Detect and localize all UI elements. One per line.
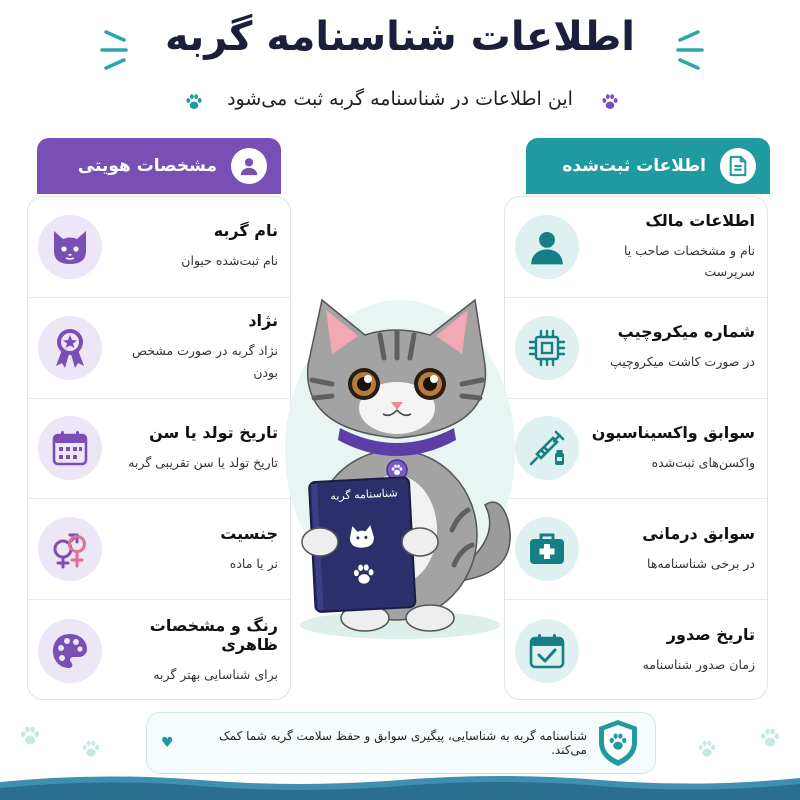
list-item-microchip <box>505 298 767 399</box>
identity-section-title: مشخصات هویتی <box>77 156 217 176</box>
paw-icon <box>696 738 718 760</box>
cat-face-icon <box>38 215 102 279</box>
paw-icon <box>600 92 620 112</box>
item-description: نر یا ماده <box>229 555 278 571</box>
item-description: برای شناسایی بهتر گربه <box>153 666 278 682</box>
list-item-issue-date <box>505 600 767 701</box>
paw-icon <box>18 724 42 748</box>
item-title: نام گربه <box>213 221 278 241</box>
item-description: واکسن‌های ثبت‌شده <box>651 455 755 471</box>
calendar-icon <box>38 416 102 480</box>
palette-icon <box>38 619 102 683</box>
item-description: نام ثبت‌شده حیوان <box>181 253 278 269</box>
item-title: نژاد <box>248 311 278 331</box>
item-description: زمان صدور شناسنامه <box>642 657 755 673</box>
item-title: تاریخ صدور <box>666 625 755 645</box>
list-item-gender <box>28 499 290 600</box>
user-icon <box>231 148 267 184</box>
gender-symbols-icon <box>38 517 102 581</box>
footer-note: شناسنامه گربه به شناسایی، پیگیری سوابق و حفظ سلامت گربه شما کمک می‌کند. <box>218 729 587 757</box>
item-description: در صورت کاشت میکروچیپ <box>610 354 755 370</box>
item-title: اطلاعات مالک <box>645 210 755 230</box>
list-item-medical-history <box>505 499 767 600</box>
heart-icon: ♥ <box>161 735 174 751</box>
list-item-vaccination <box>505 399 767 500</box>
list-item-cat-name <box>28 197 290 298</box>
item-description: نژاد گربه در صورت مشخص بودن <box>131 343 278 381</box>
registered-card <box>504 196 768 700</box>
document-icon <box>720 148 756 184</box>
page-subtitle: این اطلاعات در شناسنامه گربه ثبت می‌شود <box>227 88 573 110</box>
item-title: رنگ و مشخصات ظاهری <box>149 615 278 654</box>
item-title: جنسیت <box>220 523 278 543</box>
shield-paw-icon <box>595 718 641 768</box>
cat-illustration <box>270 280 532 650</box>
list-item-breed <box>28 298 290 399</box>
list-item-owner <box>505 197 767 298</box>
passport-label: شناسنامه گربه <box>330 486 398 503</box>
item-description: در برخی شناسنامه‌ها <box>647 555 755 571</box>
paw-icon <box>80 738 102 760</box>
user-icon <box>515 215 579 279</box>
registered-section-title: اطلاعات ثبت‌شده <box>562 156 706 176</box>
list-item-birth-date <box>28 399 290 500</box>
item-description: تاریخ تولد یا سن تقریبی گربه <box>128 455 278 471</box>
identity-section-header <box>37 138 281 194</box>
paw-icon <box>758 726 782 750</box>
item-title: سوابق واکسیناسیون <box>591 423 755 443</box>
list-item-appearance <box>28 600 290 701</box>
item-description: نام و مشخصات صاحب یا سرپرست <box>624 242 755 280</box>
identity-card <box>27 196 291 700</box>
item-title: تاریخ تولد یا سن <box>149 423 278 443</box>
page-title: اطلاعات شناسنامه گربه <box>165 14 635 60</box>
item-title: سوابق درمانی <box>642 523 755 543</box>
registered-section-header <box>526 138 770 194</box>
item-title: شماره میکروچیپ <box>617 322 755 342</box>
award-ribbon-icon <box>38 316 102 380</box>
footer-note-banner <box>146 712 656 774</box>
